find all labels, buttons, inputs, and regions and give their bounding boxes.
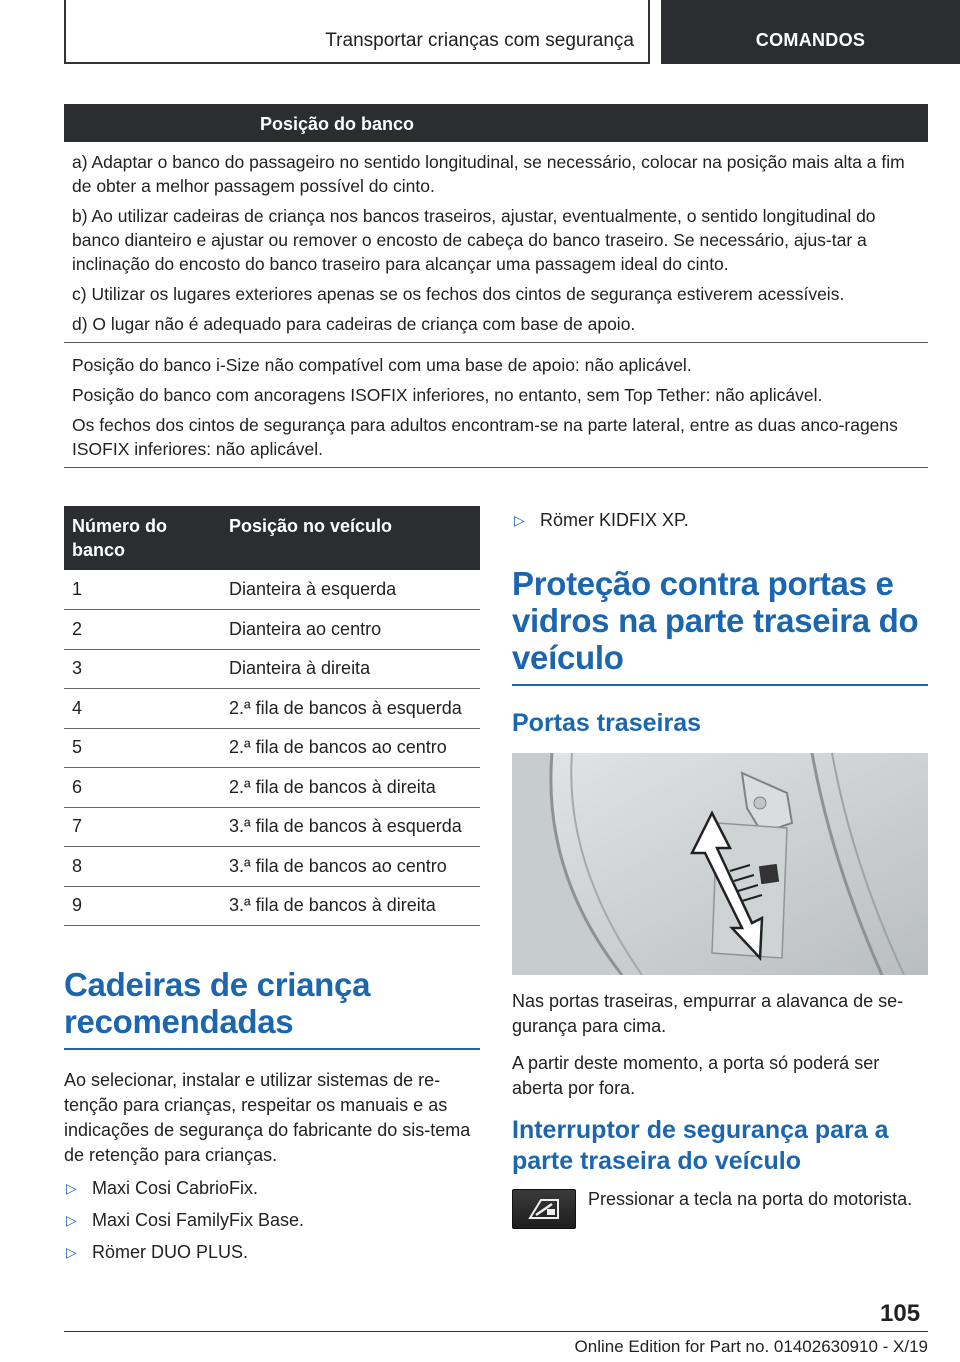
seat-number: 5 xyxy=(64,728,221,768)
list-item-text: Maxi Cosi FamilyFix Base. xyxy=(92,1210,305,1230)
window-lock-icon xyxy=(527,1196,561,1222)
list-item-text: Maxi Cosi CabrioFix. xyxy=(92,1178,259,1198)
section-heading: Proteção contra portas e vidros na parte traseira do veículo xyxy=(512,565,919,676)
seat-position: 3.ª fila de bancos à esquerda xyxy=(221,807,480,847)
rear-doors-instruction: Nas portas traseiras, empurrar a alavanca de se-gurança para cima. xyxy=(512,991,904,1036)
header-chapter-tab: COMANDOS xyxy=(661,0,960,64)
list-item xyxy=(64,1176,480,1201)
seat-position: 2.ª fila de bancos ao centro xyxy=(221,728,480,768)
seat-number: 7 xyxy=(64,807,221,847)
list-item xyxy=(64,1240,480,1265)
page-number: 105 xyxy=(880,1300,921,1327)
list-item xyxy=(512,508,928,533)
triangle-bullet-icon: ▷ xyxy=(66,1244,77,1260)
subsection-heading-safety-switch: Interruptor de segurança para a parte traseira do veículo xyxy=(512,1116,889,1175)
triangle-bullet-icon: ▷ xyxy=(66,1212,77,1228)
column-header-seat-number: Número do banco xyxy=(64,506,221,570)
table-row xyxy=(64,728,480,768)
note-belt-locks: Os fechos dos cintos de segurança para adultos encontram-se na parte lateral, entre as duas anco-ragens ISOFIX inferiores: não aplicável. xyxy=(72,415,898,459)
intro-paragraph: Ao selecionar, instalar e utilizar sistemas de re-tenção para crianças, respeitar os manuais e as indicações de segurança do fabricante do sis-tema de retenção para crianças. xyxy=(64,1070,471,1165)
table-header-row xyxy=(64,506,480,570)
seat-position: 3.ª fila de bancos ao centro xyxy=(221,847,480,887)
seat-position: 2.ª fila de bancos à direita xyxy=(221,768,480,808)
triangle-bullet-icon: ▷ xyxy=(514,512,525,528)
list-item-text: Römer DUO PLUS. xyxy=(92,1242,249,1262)
page-header xyxy=(64,0,960,64)
recommended-seats-section xyxy=(64,966,480,1265)
note-d: d) O lugar não é adequado para cadeiras de criança com base de apoio. xyxy=(72,314,636,334)
rear-door-child-lock-illustration xyxy=(512,753,928,975)
table-row xyxy=(64,807,480,847)
table-row xyxy=(64,847,480,887)
table-row xyxy=(64,886,480,926)
seat-position: 3.ª fila de bancos à direita xyxy=(221,886,480,926)
footer-rule xyxy=(64,1331,928,1332)
section-heading: Cadeiras de criança recomendadas xyxy=(64,966,371,1040)
notes-block xyxy=(64,142,928,336)
seat-position-notes-table xyxy=(64,104,928,468)
seat-number: 9 xyxy=(64,886,221,926)
seat-position: 2.ª fila de bancos à esquerda xyxy=(221,689,480,729)
seat-position: Dianteira ao centro xyxy=(221,610,480,650)
seat-number-table xyxy=(64,506,480,926)
footer-edition: Online Edition for Part no. 01402630910 - X/19 xyxy=(574,1337,928,1356)
divider xyxy=(64,467,928,468)
table-row xyxy=(64,610,480,650)
heading-rule xyxy=(512,684,928,686)
rear-doors-result: A partir deste momento, a porta só poderá ser aberta por fora. xyxy=(512,1053,880,1098)
header-section-box xyxy=(64,0,650,64)
triangle-bullet-icon: ▷ xyxy=(66,1180,77,1196)
door-lock-drawing xyxy=(512,753,928,975)
table-row xyxy=(64,570,480,610)
switch-instruction: Pressionar a tecla na porta do motorista. xyxy=(588,1189,913,1209)
table-row xyxy=(64,768,480,808)
seat-number: 8 xyxy=(64,847,221,887)
header-section-title: Transportar crianças com segurança xyxy=(325,30,634,51)
seat-position: Dianteira à esquerda xyxy=(221,570,480,610)
rear-safety-switch-icon xyxy=(512,1189,576,1229)
note-a: a) Adaptar o banco do passageiro no sentido longitudinal, se necessário, colocar na posição mais alta a fim de obter a melhor passagem possível do cinto. xyxy=(72,152,905,196)
list-item xyxy=(64,1208,480,1233)
table-header xyxy=(64,104,928,142)
table-row xyxy=(64,689,480,729)
list-item-text: Römer KIDFIX XP. xyxy=(540,510,689,530)
table-title: Posição do banco xyxy=(260,114,415,134)
note-isize: Posição do banco i-Size não compatível com uma base de apoio: não aplicável. xyxy=(72,355,692,375)
seat-number: 1 xyxy=(64,570,221,610)
note-b: b) Ao utilizar cadeiras de criança nos bancos traseiros, ajustar, eventualmente, o sentido longitudinal do banco dianteiro e ajustar ou remover o encosto de cabeça do banco traseiro. Se necessário, ajus-tar a inclinação do encosto do banco traseiro para alcançar uma passagem ideal do cinto. xyxy=(72,206,876,274)
seat-position: Dianteira à direita xyxy=(221,649,480,689)
seat-number: 3 xyxy=(64,649,221,689)
switch-instruction-row xyxy=(512,1189,928,1229)
note-isofix: Posição do banco com ancoragens ISOFIX inferiores, no entanto, sem Top Tether: não aplicável. xyxy=(72,385,823,405)
table-row xyxy=(64,649,480,689)
seat-number: 6 xyxy=(64,768,221,808)
subsection-heading-rear-doors: Portas traseiras xyxy=(512,709,702,737)
note-c: c) Utilizar os lugares exteriores apenas se os fechos dos cintos de segurança estiverem acessíveis. xyxy=(72,284,845,304)
seat-number: 2 xyxy=(64,610,221,650)
notes-block-2 xyxy=(64,343,928,461)
heading-rule xyxy=(64,1048,480,1050)
right-column xyxy=(512,508,928,1229)
seat-number: 4 xyxy=(64,689,221,729)
column-header-position: Posição no veículo xyxy=(221,506,480,570)
